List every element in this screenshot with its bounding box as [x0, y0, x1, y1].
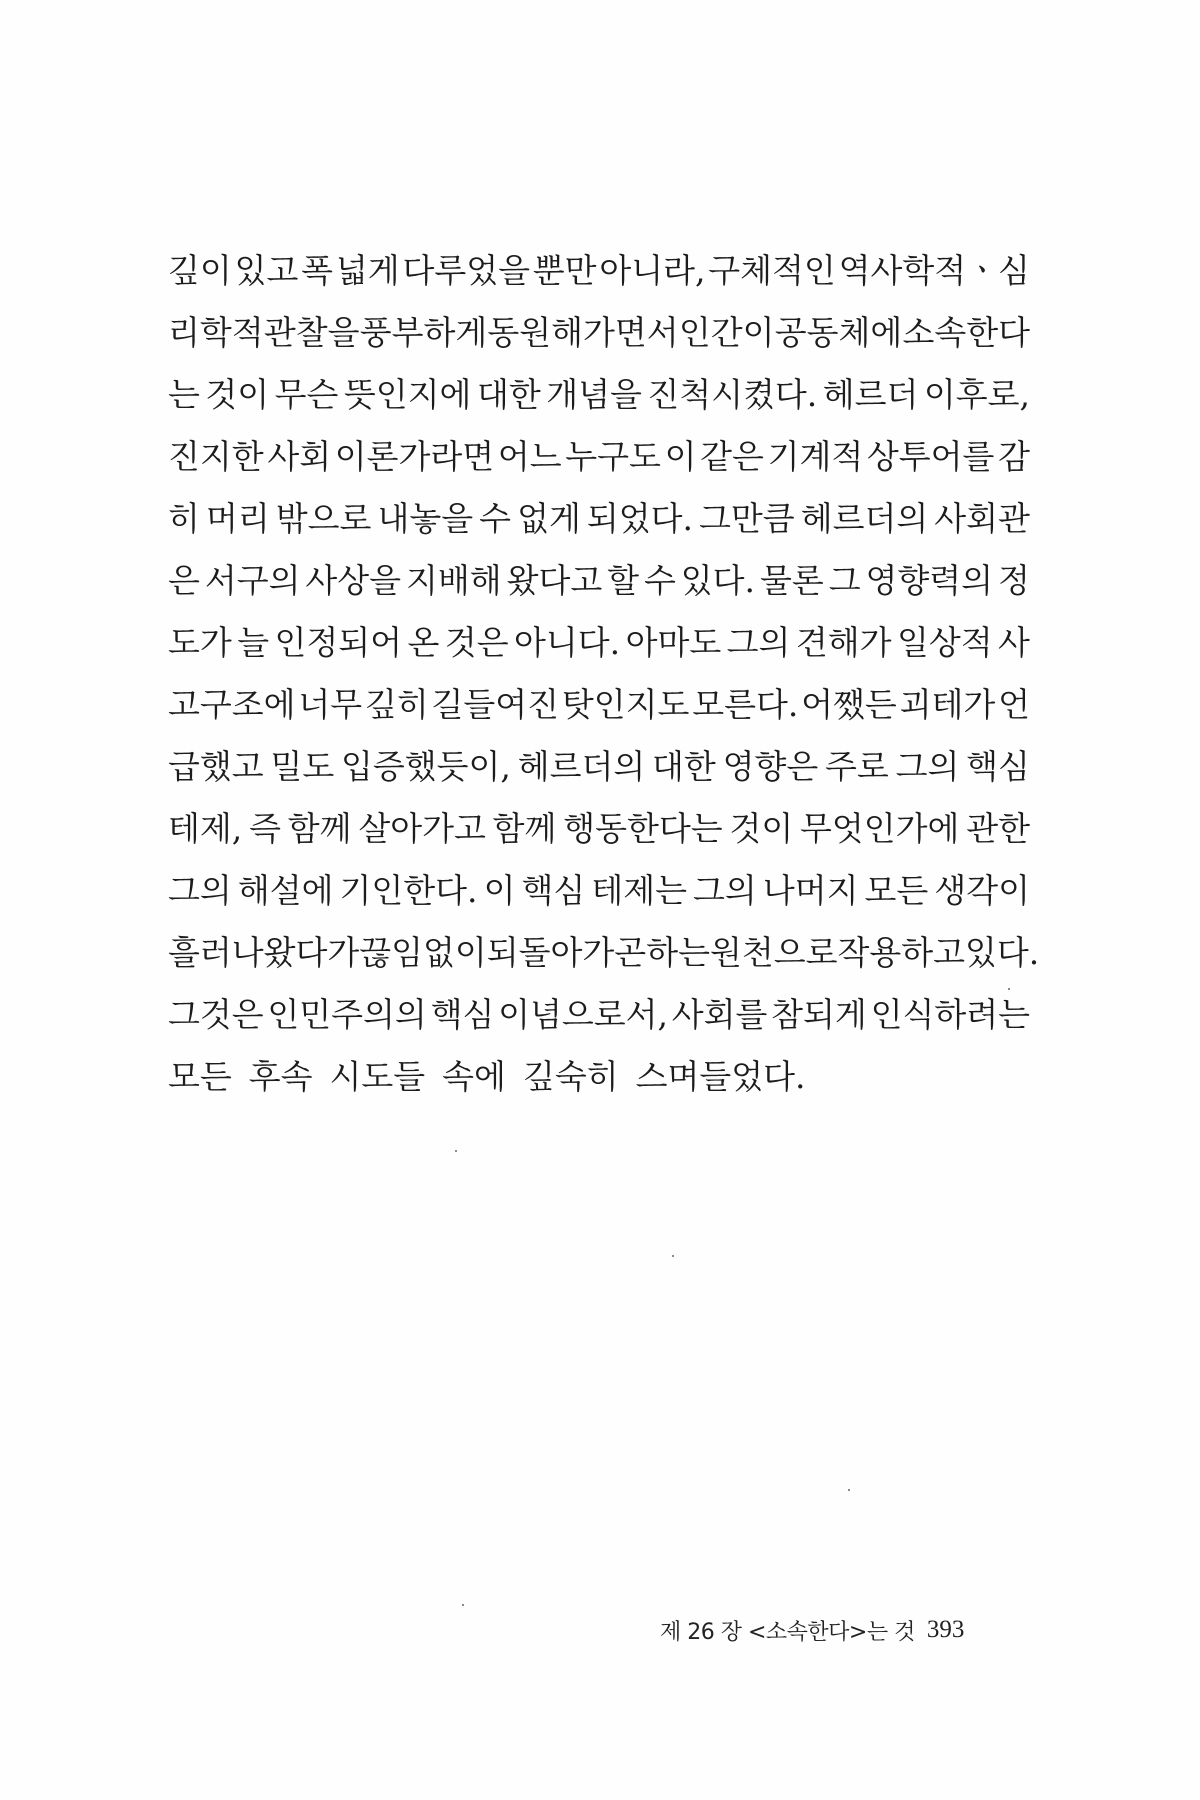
word: 넓게	[335, 251, 400, 290]
word: 모른다.	[692, 685, 799, 724]
word: 진척시켰다.	[647, 375, 818, 414]
word: 핵심	[430, 995, 495, 1034]
text-line	[168, 612, 1030, 674]
word: 관찰을	[263, 313, 360, 352]
word: 사	[998, 623, 1030, 662]
word: 이	[483, 871, 516, 910]
text-line	[168, 736, 1030, 798]
word: 즉	[249, 809, 281, 848]
word: 인민주의의	[267, 995, 427, 1034]
word: 핵심	[966, 747, 1030, 786]
word: 폭	[301, 251, 334, 290]
word: 같은	[700, 437, 764, 476]
word: 수	[643, 561, 676, 600]
word: 견해가	[795, 623, 892, 662]
word: 참되게	[771, 995, 867, 1034]
word: 작용하고	[837, 933, 965, 972]
word: 해설에	[237, 871, 334, 910]
word: 할	[607, 561, 640, 600]
word: 이념으로서,	[498, 995, 668, 1034]
word: 그	[828, 561, 861, 600]
word: 그만큼	[699, 499, 795, 538]
word: 스며들었다.	[635, 1057, 806, 1096]
word: 것이	[205, 375, 270, 414]
text-line	[168, 550, 1030, 612]
word: 개념을	[546, 375, 642, 414]
word: 뜻인지에	[343, 375, 472, 414]
word: 늘	[237, 623, 270, 662]
word: 대한	[476, 375, 541, 414]
text-line	[168, 922, 1040, 984]
word: 내놓을	[377, 499, 474, 538]
word: 되었다.	[586, 499, 693, 538]
word: 기계적	[767, 437, 864, 476]
word: 도가	[168, 623, 232, 662]
scan-speck	[1008, 988, 1010, 990]
word: 사회관	[934, 499, 1030, 538]
word: 지배해	[405, 561, 502, 600]
word: 어느	[497, 437, 562, 476]
word: 함께	[492, 809, 557, 848]
word: 하는	[646, 933, 710, 972]
word: 는	[168, 375, 200, 414]
word: 사상을	[305, 561, 402, 600]
word: 고구조에	[168, 685, 296, 724]
text-line	[168, 302, 1030, 364]
word: 사회를	[671, 995, 768, 1034]
word: 이론가라면	[334, 437, 495, 476]
word: 깊히	[364, 685, 429, 724]
text-line	[168, 488, 1030, 550]
word: 왔다고	[506, 561, 603, 600]
word: 인식하려는	[870, 995, 1030, 1034]
text-line	[168, 1046, 1030, 1108]
word: 누구도	[565, 437, 661, 476]
word: 그것은	[168, 995, 264, 1034]
word: 히	[168, 499, 200, 538]
text-line	[168, 674, 1030, 736]
text-line	[168, 426, 1030, 488]
word: 나머지	[762, 871, 859, 910]
running-title: 제 26 장 <소속한다>는 것	[660, 1619, 915, 1645]
scan-speck	[848, 1489, 850, 1491]
word: 생각이	[934, 871, 1030, 910]
scan-speck	[672, 1255, 674, 1257]
word: 은	[168, 561, 200, 600]
word: 인간이	[678, 313, 775, 352]
word: 모든	[168, 1057, 232, 1096]
text-line	[168, 984, 1030, 1046]
word: 이	[664, 437, 697, 476]
word: 무슨	[274, 375, 339, 414]
word: 끊임없이	[359, 933, 487, 972]
word: 헤르더의	[517, 747, 646, 786]
word: 입증했듯이,	[341, 747, 511, 786]
word: 없게	[517, 499, 581, 538]
body-paragraph	[168, 240, 1040, 1108]
word: 수	[479, 499, 512, 538]
word: 흘러나왔다가	[168, 933, 360, 972]
word: 그의	[168, 871, 232, 910]
scan-speck	[455, 1150, 457, 1152]
word: 깊숙히	[522, 1057, 619, 1096]
word: 그의	[895, 747, 960, 786]
word: 그의	[693, 871, 757, 910]
word: 리학적	[168, 313, 264, 352]
word: 있다.	[964, 933, 1040, 972]
word: 핵심	[521, 871, 586, 910]
text-line	[168, 364, 1030, 426]
word: 아니라,	[599, 251, 706, 290]
word: 일상적	[896, 623, 993, 662]
word: 급했고	[168, 747, 264, 786]
page-footer	[660, 1610, 1020, 1650]
word: 주로	[825, 747, 889, 786]
word: 너무	[298, 685, 363, 724]
word: 밖으로	[275, 499, 372, 538]
word: 온	[407, 623, 440, 662]
word: 상투어를	[866, 437, 995, 476]
word: 사회	[267, 437, 332, 476]
word: 소속한다	[902, 313, 1030, 352]
word: 함께	[287, 809, 352, 848]
word: 이후로,	[923, 375, 1030, 414]
word: 아마도	[625, 623, 722, 662]
word: 되돌아가곤	[486, 933, 647, 972]
text-line	[168, 860, 1030, 922]
word: 헤르더	[822, 375, 919, 414]
word: 아니다.	[514, 623, 621, 662]
word: 모든	[864, 871, 929, 910]
word: 구체적인	[708, 251, 836, 290]
word: 어쨌든	[801, 685, 897, 724]
word: 물론	[759, 561, 824, 600]
word: 동원해가면서	[487, 313, 679, 352]
word: 후속	[248, 1057, 313, 1096]
word: 헤르더의	[800, 499, 929, 538]
word: 정	[997, 561, 1030, 600]
scan-speck	[462, 1604, 464, 1606]
word: 서구의	[204, 561, 301, 600]
word: 진지한	[168, 437, 264, 476]
word: 깊이	[168, 251, 232, 290]
word: 것이	[729, 809, 794, 848]
word: 원천으로	[709, 933, 838, 972]
word: 것은	[444, 623, 509, 662]
word: 관한	[966, 809, 1030, 848]
word: 무엇인가에	[800, 809, 960, 848]
word: 시도들	[329, 1057, 426, 1096]
word: 길들여진	[431, 685, 560, 724]
word: 기인한다.	[339, 871, 478, 910]
word: 테제는	[591, 871, 687, 910]
word: 공동체에	[774, 313, 903, 352]
word: 탓인지도	[561, 685, 690, 724]
word: 테제,	[168, 809, 243, 848]
word: 영향은	[722, 747, 819, 786]
word: 뿐만	[532, 251, 597, 290]
word: 풍부하게	[359, 313, 488, 352]
word: 언	[998, 685, 1030, 724]
word: 대한	[652, 747, 716, 786]
word: 다루었을	[402, 251, 530, 290]
word: 속에	[442, 1057, 506, 1096]
word: 있고	[234, 251, 299, 290]
word: 영향력의	[865, 561, 994, 600]
word: 있다.	[680, 561, 756, 600]
word: 감	[998, 437, 1030, 476]
page-number: 393	[926, 1616, 965, 1643]
word: 그의	[726, 623, 791, 662]
word: 괴테가	[899, 685, 996, 724]
word: 인정되어	[274, 623, 403, 662]
word: 머리	[205, 499, 270, 538]
text-line	[168, 240, 1030, 302]
word: 살아가고	[358, 809, 486, 848]
word: 행동한다는	[563, 809, 723, 848]
word: 밀도	[270, 747, 335, 786]
word: 역사학적ㆍ심	[838, 251, 1030, 290]
text-line	[168, 798, 1030, 860]
